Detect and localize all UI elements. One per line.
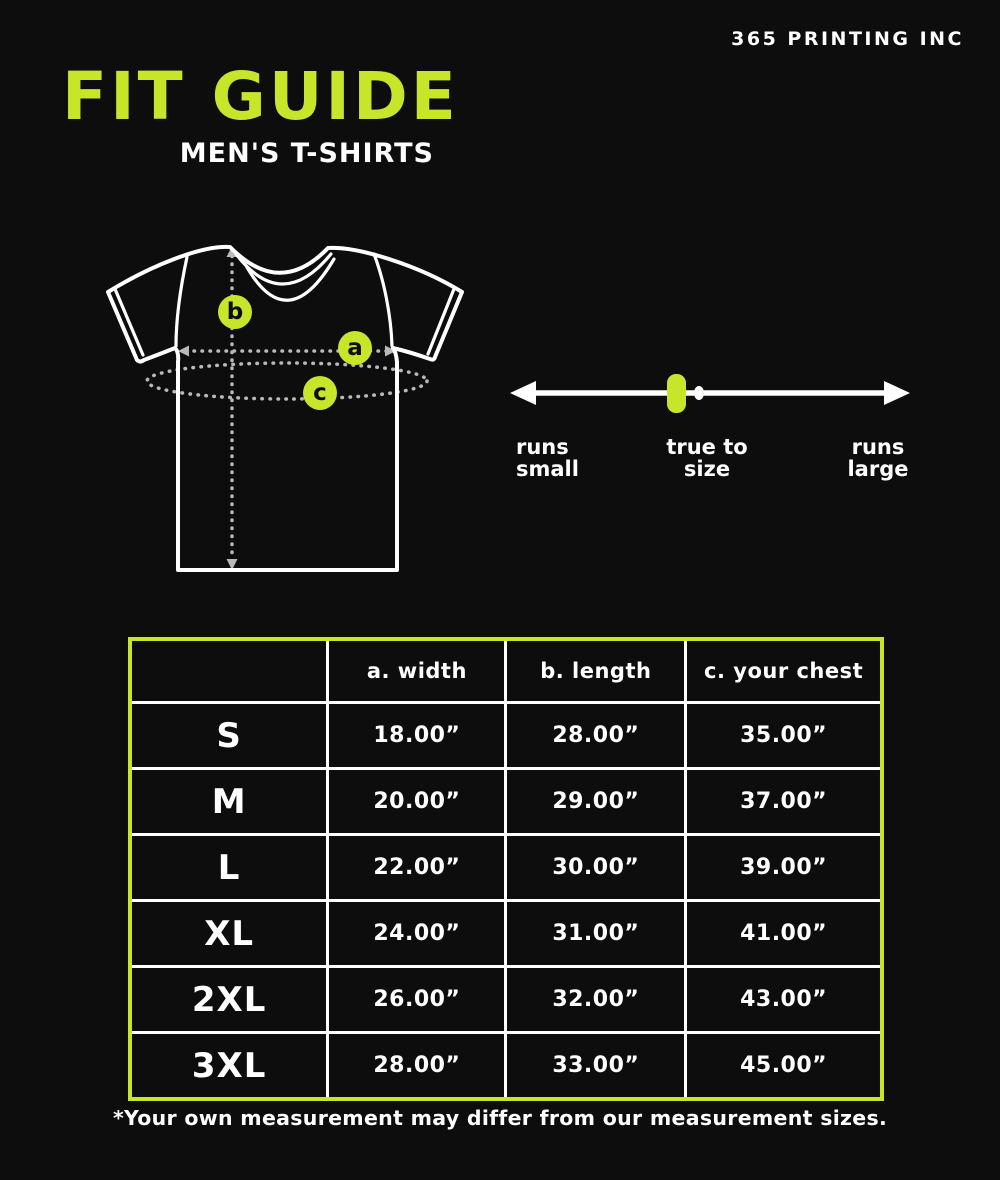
fit-scale [500,362,920,481]
corner-cell [130,639,328,703]
chest-value: 45.00” [686,1033,882,1100]
scale-label-runs-small [516,436,579,480]
length-value: 30.00” [506,835,686,901]
table-row [130,769,882,835]
true-to-size-line2: size [683,457,731,481]
runs-small-line2: small [516,457,579,481]
size-label: M [130,769,328,835]
marker-c-label: c [313,379,327,406]
table-row [130,703,882,769]
scale-label-runs-large [832,436,924,480]
footnote: *Your own measurement may differ from our measurement sizes. [112,1106,888,1130]
chest-value: 43.00” [686,967,882,1033]
fit-scale-arrow [500,362,920,424]
tshirt-outline [108,247,462,570]
table-row [130,835,882,901]
length-value: 32.00” [506,967,686,1033]
length-value: 31.00” [506,901,686,967]
width-value: 20.00” [328,769,506,835]
table-row [130,901,882,967]
marker-c-badge [303,376,337,410]
page-title: FIT GUIDE [62,58,459,135]
marker-b-badge [218,295,252,329]
length-value: 33.00” [506,1033,686,1100]
left-arrowhead-icon [510,381,536,405]
length-value: 29.00” [506,769,686,835]
marker-b-label: b [226,298,244,325]
tshirt-icon [90,240,480,580]
table-row [130,967,882,1033]
column-header-length: b. length [506,639,686,703]
marker-a-label: a [347,334,363,361]
width-value: 24.00” [328,901,506,967]
size-label: L [130,835,328,901]
chest-value: 35.00” [686,703,882,769]
runs-large-line1: runs [851,435,905,459]
column-header-chest: c. your chest [686,639,882,703]
chest-measure-ellipse [147,363,427,399]
right-armhole-seam [374,254,392,346]
brand-name: 365 PRINTING INC [731,28,964,50]
width-value: 26.00” [328,967,506,1033]
right-arrowhead-icon [884,381,910,405]
true-to-size-line1: true to [666,435,748,459]
chest-value: 37.00” [686,769,882,835]
size-label: 2XL [130,967,328,1033]
width-value: 28.00” [328,1033,506,1100]
scale-label-true-to-size [643,436,771,480]
table-row [130,1033,882,1100]
runs-small-line1: runs [516,435,569,459]
scale-tick-dot [694,386,704,400]
page-subtitle: MEN'S T-SHIRTS [179,138,434,169]
width-value: 22.00” [328,835,506,901]
chest-value: 39.00” [686,835,882,901]
left-armhole-seam [176,257,187,346]
runs-large-line2: large [847,457,909,481]
size-label: 3XL [130,1033,328,1100]
measure-arrowheads [178,246,396,570]
size-chart-table [128,637,884,1101]
fit-indicator [667,374,686,413]
marker-a-badge [338,331,372,365]
tshirt-measurement-diagram [90,240,480,580]
column-header-width: a. width [328,639,506,703]
chest-value: 41.00” [686,901,882,967]
length-value: 28.00” [506,703,686,769]
width-value: 18.00” [328,703,506,769]
size-label: XL [130,901,328,967]
size-label: S [130,703,328,769]
table-header-row [130,639,882,703]
